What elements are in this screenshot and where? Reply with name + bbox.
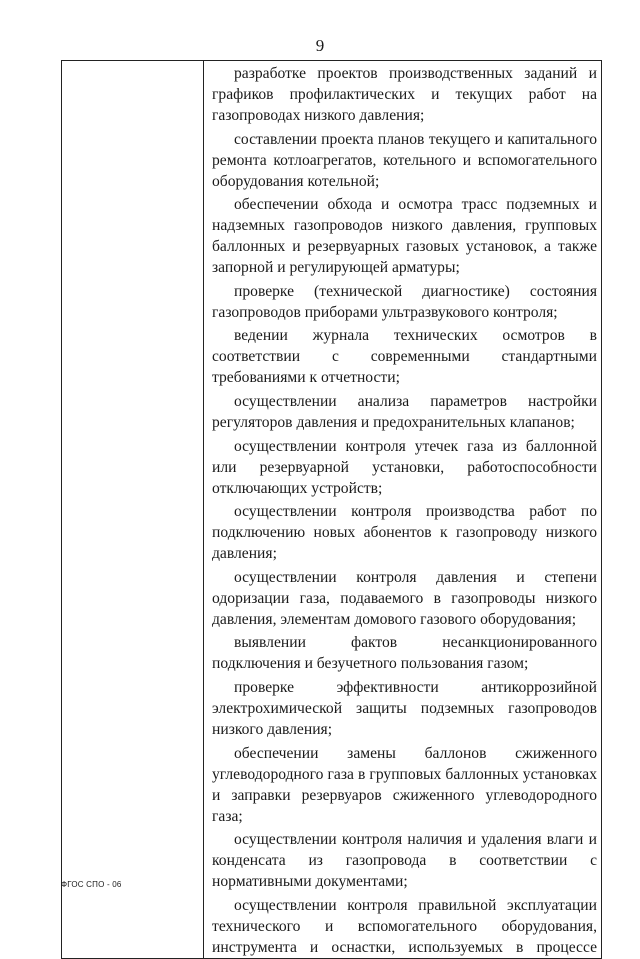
standard-table (61, 60, 602, 959)
list-item: разработке проектов производственных заданий и графиков профилактических и текущих работ на газопроводах низкого давления; (212, 65, 597, 124)
list-item: осуществлении анализа параметров настройки регуляторов давления и предохранительных клапанов; (212, 392, 597, 431)
list-item: обеспечении замены баллонов сжиженного углеводородного газа в групповых баллонных установках и заправки резервуаров сжиженного углеводородного газа; (212, 744, 597, 825)
list-item: осуществлении контроля производства работ по подключению новых абонентов к газопроводу низкого давления; (212, 503, 597, 563)
page-number: 9 (315, 36, 325, 55)
footer-document-code: ФГОС СПО - 06 (61, 880, 122, 889)
table-cell-left-empty (62, 61, 204, 959)
list-item: обеспечении обхода и осмотра трасс подземных и надземных газопроводов низкого давления, групповых баллонных и резервуарных газовых установок, а также запорной и регулирующей арматуры; (212, 196, 597, 277)
table-row (62, 61, 602, 959)
list-item: ведении журнала технических осмотров в соответствии с современными стандартными требованиями к отчетности; (212, 327, 597, 387)
list-item: проверке (технической диагностике) состояния газопроводов приборами ультразвукового контроля; (212, 282, 597, 321)
list-item: осуществлении контроля утечек газа из баллонной или резервуарной установки, работоспособности отключающих устройств; (212, 437, 597, 497)
table-cell-right (204, 61, 602, 959)
list-item: осуществлении контроля правильной эксплуатации технического и вспомогательного оборудования, инструмента и оснастки, используемых в процессе (212, 896, 597, 956)
list-item: проверке эффективности антикоррозийной электрохимической защиты подземных газопроводов низкого давления; (212, 678, 597, 738)
list-item: выявлении фактов несанкционированного подключения и безучетного пользования газом; (212, 634, 597, 673)
list-item: осуществлении контроля наличия и удаления влаги и конденсата из газопровода в соответствии с нормативными документами; (212, 831, 597, 891)
list-item: составлении проекта планов текущего и капитального ремонта котлоагрегатов, котельного и вспомогательного оборудования котельной; (212, 130, 597, 190)
list-item: осуществлении контроля давления и степени одоризации газа, подаваемого в газопроводы низкого давления, элементам домового газового оборудования; (212, 568, 597, 628)
